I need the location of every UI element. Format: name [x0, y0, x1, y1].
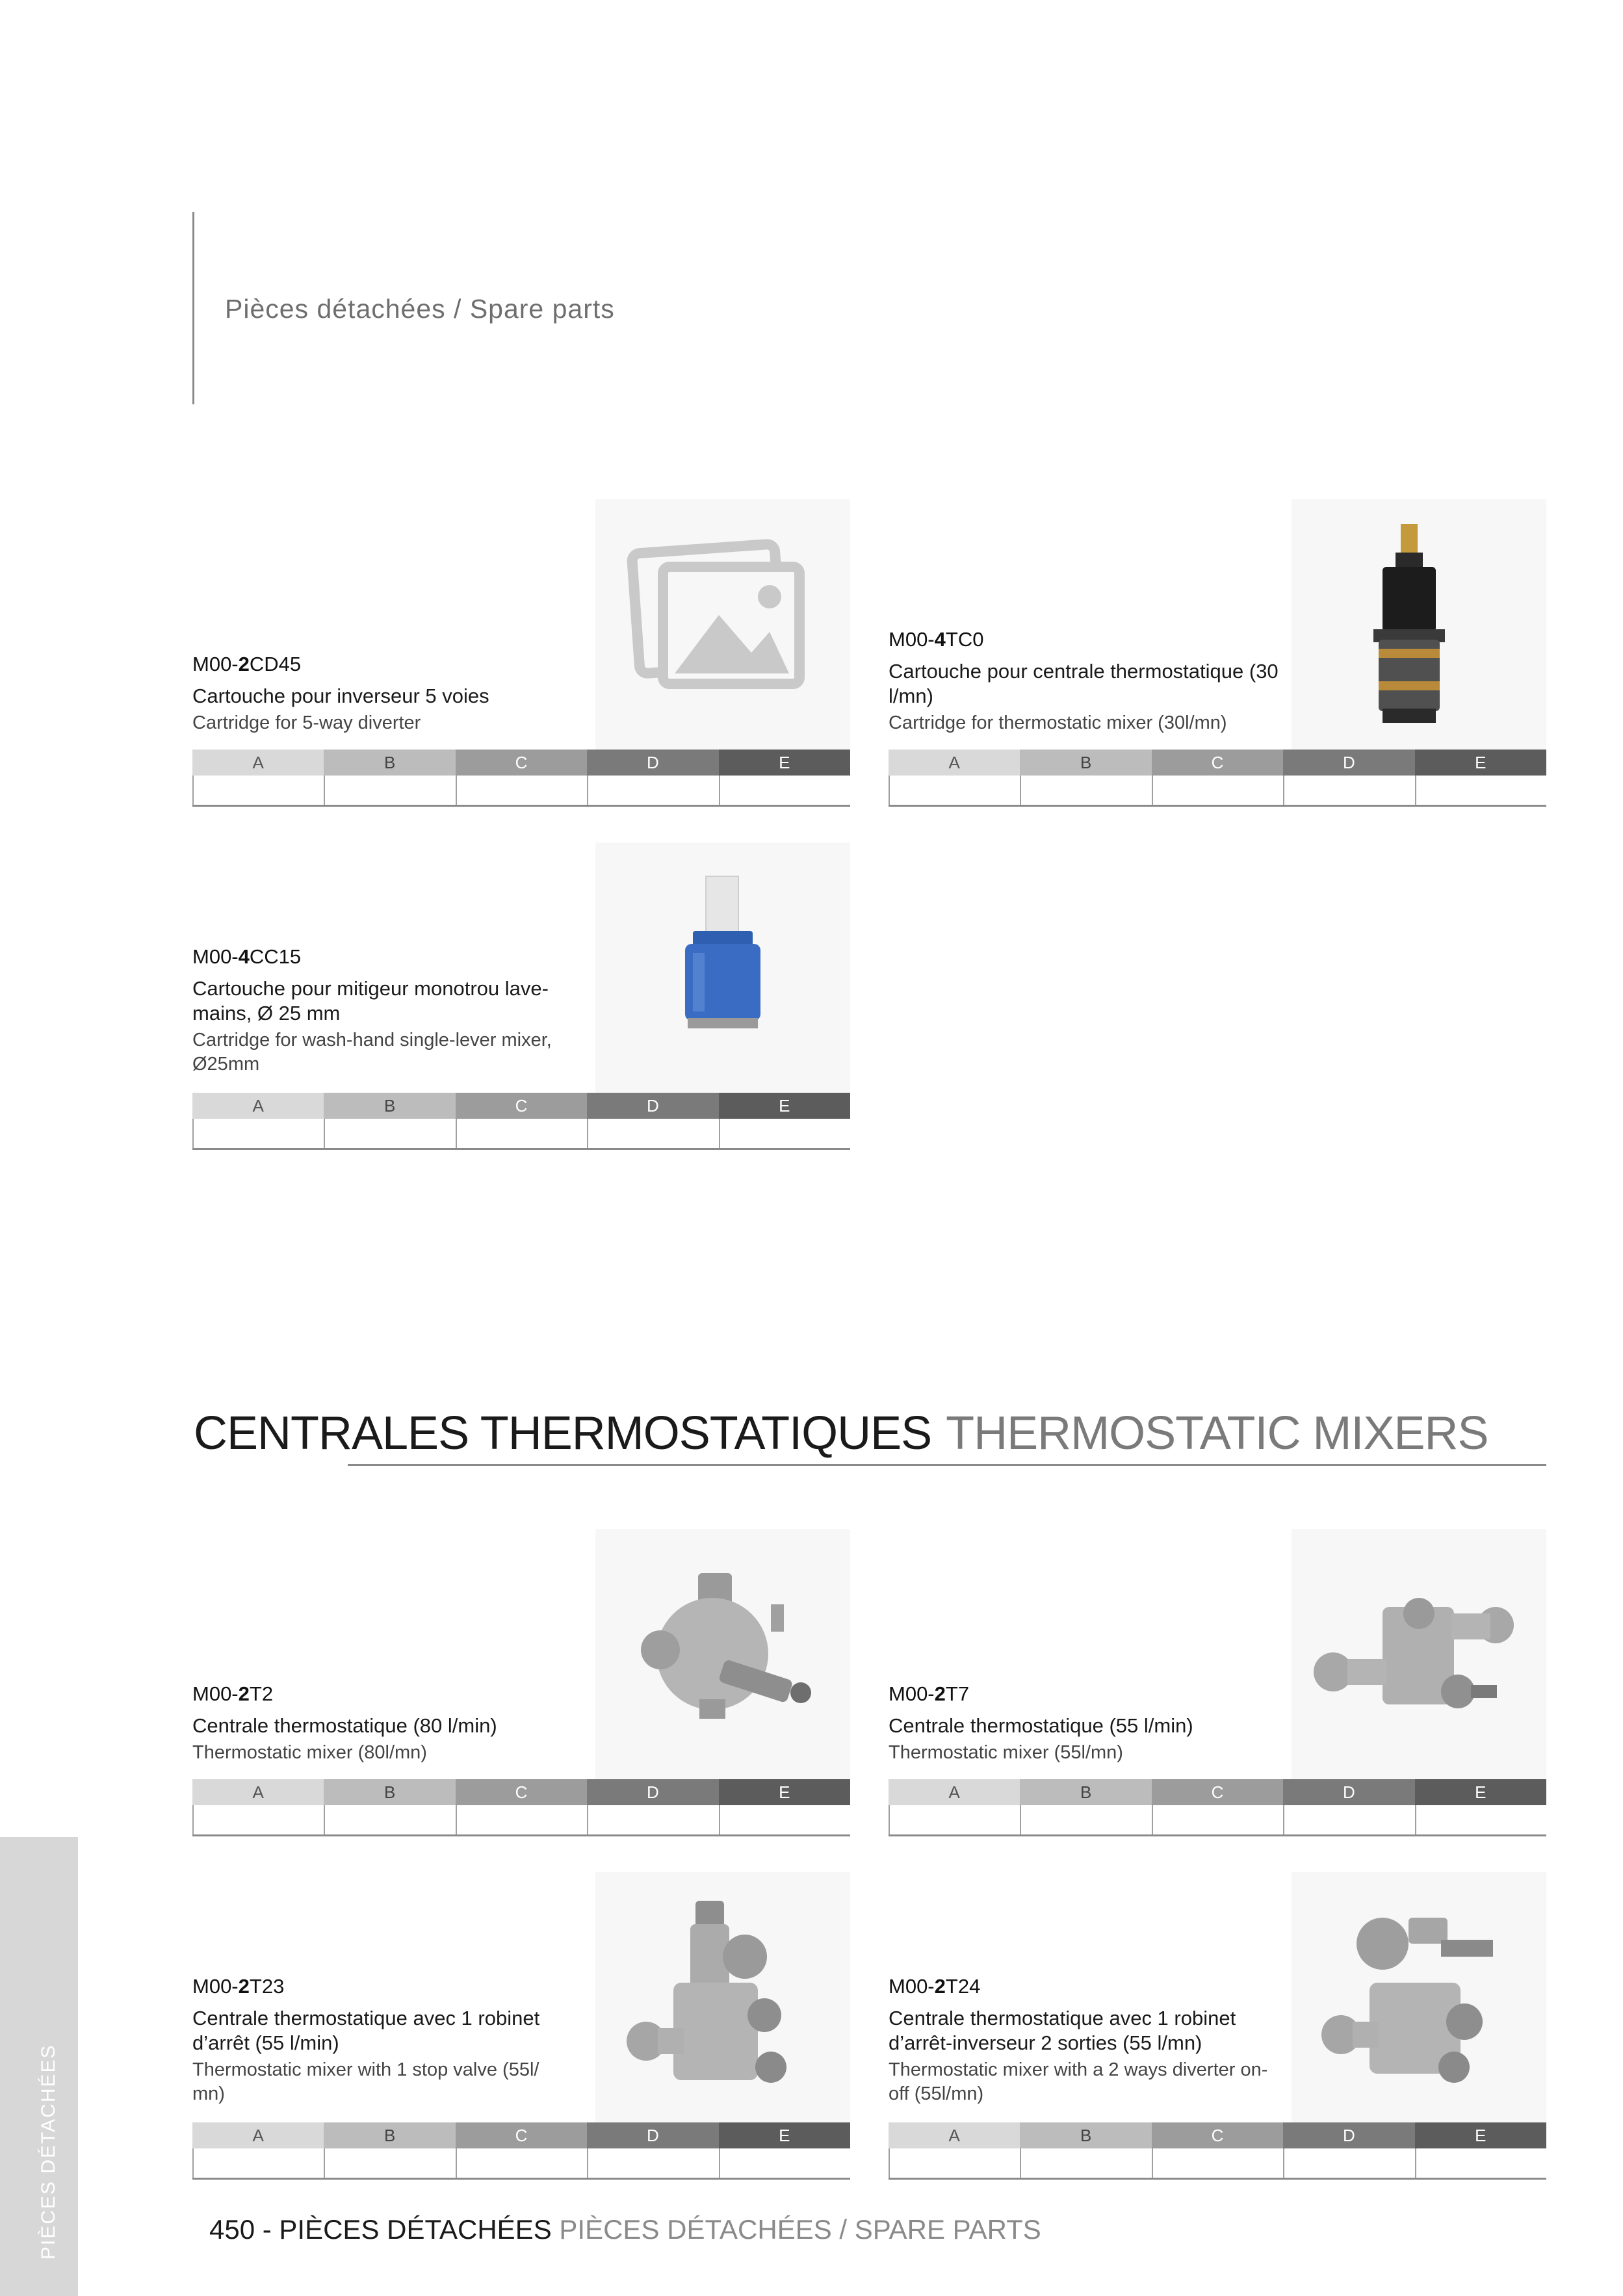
- product-image: [595, 499, 850, 750]
- dimension-grid: [192, 1093, 850, 1150]
- grid-header-d: D: [587, 2122, 718, 2148]
- product-image: [1292, 499, 1546, 750]
- grid-header-a: A: [192, 1779, 324, 1805]
- thermostatic-cartridge-icon: [1292, 499, 1546, 750]
- dimension-grid: [889, 2122, 1546, 2180]
- product-description-en: Cartridge for 5-way diverter: [192, 712, 421, 733]
- grid-header-e: E: [1415, 2122, 1546, 2148]
- page-header-title: Pièces détachées / Spare parts: [225, 294, 615, 324]
- footer-subtitle: PIÈCES DÉTACHÉES / SPARE PARTS: [559, 2214, 1041, 2245]
- product-text: [192, 651, 595, 735]
- product-description-fr: Centrale thermostatique avec 1 robinet d’arrêt (55 l/min): [192, 2007, 540, 2054]
- grid-header-c: C: [456, 1093, 587, 1119]
- section-title: CENTRALES THERMOSTATIQUES THERMOSTATIC MIXERS: [194, 1407, 1488, 1459]
- grid-header-d: D: [1283, 1779, 1414, 1805]
- grid-header-e: E: [1415, 1779, 1546, 1805]
- grid-value-row: [889, 1805, 1546, 1836]
- product-description-fr: Centrale thermostatique (80 l/min): [192, 1714, 497, 1737]
- product-text: [889, 1974, 1292, 2106]
- grid-header-c: C: [1152, 2122, 1283, 2148]
- dimension-grid: [192, 750, 850, 807]
- grid-header-d: D: [587, 750, 718, 776]
- grid-header-d: D: [1283, 2122, 1414, 2148]
- grid-header-e: E: [719, 2122, 850, 2148]
- side-tab: [0, 1837, 78, 2296]
- grid-header-b: B: [324, 2122, 455, 2148]
- product-card: [889, 1872, 1546, 2184]
- grid-header-e: E: [1415, 750, 1546, 776]
- grid-header-e: E: [719, 1093, 850, 1119]
- grid-header-e: E: [719, 1779, 850, 1805]
- product-text: [192, 944, 595, 1076]
- grid-header-b: B: [324, 1779, 455, 1805]
- product-text: [889, 627, 1292, 735]
- product-image: [595, 1872, 850, 2122]
- grid-header-b: B: [1020, 2122, 1151, 2148]
- grid-header-e: E: [719, 750, 850, 776]
- product-image: [595, 842, 850, 1093]
- product-text: [889, 1681, 1292, 1765]
- product-code: M00-4CC15: [192, 945, 302, 968]
- product-description-fr: Cartouche pour mitigeur monotrou lave-mains, Ø 25 mm: [192, 977, 549, 1024]
- grid-header-a: A: [889, 750, 1020, 776]
- product-image: [595, 1529, 850, 1779]
- grid-header-a: A: [192, 750, 324, 776]
- thermostatic-mixer-icon: [1292, 1529, 1546, 1779]
- grid-header-d: D: [587, 1093, 718, 1119]
- product-card: [889, 499, 1546, 811]
- product-description-en: Thermostatic mixer (55l/mn): [889, 1742, 1123, 1763]
- grid-value-row: [889, 2148, 1546, 2180]
- grid-header-a: A: [889, 1779, 1020, 1805]
- product-text: [192, 1974, 595, 2106]
- product-description-en: Thermostatic mixer with 1 stop valve (55l/ mn): [192, 2059, 539, 2104]
- product-description-fr: Cartouche pour centrale thermostatique (30 l/mn): [889, 660, 1279, 707]
- product-text: [192, 1681, 595, 1765]
- grid-header-a: A: [192, 2122, 324, 2148]
- grid-header-a: A: [192, 1093, 324, 1119]
- grid-value-row: [192, 776, 850, 807]
- product-code: M00-2T7: [889, 1682, 970, 1705]
- grid-header-b: B: [1020, 1779, 1151, 1805]
- dimension-grid: [192, 1779, 850, 1836]
- side-tab-label: PIÈCES DÉTACHÉES: [38, 2044, 59, 2260]
- product-image: [1292, 1872, 1546, 2122]
- section-rule: [348, 1464, 1546, 1466]
- thermostatic-mixer-icon: [595, 1529, 850, 1779]
- product-description-fr: Centrale thermostatique (55 l/min): [889, 1714, 1193, 1737]
- page-footer: [209, 2214, 1041, 2245]
- product-code: M00-4TC0: [889, 628, 984, 651]
- footer-page: 450 - PIÈCES DÉTACHÉES: [209, 2214, 552, 2245]
- grid-header-d: D: [587, 1779, 718, 1805]
- product-description-en: Thermostatic mixer (80l/mn): [192, 1742, 427, 1763]
- product-description-fr: Centrale thermostatique avec 1 robinet d’arrêt-inverseur 2 sorties (55 l/mn): [889, 2007, 1236, 2054]
- grid-header-c: C: [1152, 1779, 1283, 1805]
- grid-header-b: B: [324, 750, 455, 776]
- mixer-with-diverter-icon: [1292, 1872, 1546, 2122]
- grid-header-b: B: [1020, 750, 1151, 776]
- product-description-en: Thermostatic mixer with a 2 ways diverter on-off (55l/mn): [889, 2059, 1268, 2104]
- product-card: [192, 1872, 850, 2184]
- grid-value-row: [889, 776, 1546, 807]
- product-code: M00-2T23: [192, 1975, 285, 1998]
- product-code: M00-2CD45: [192, 653, 302, 675]
- product-code: M00-2T2: [192, 1682, 274, 1705]
- blue-cartridge-icon: [595, 842, 850, 1093]
- product-description-fr: Cartouche pour inverseur 5 voies: [192, 685, 489, 707]
- grid-header-d: D: [1283, 750, 1414, 776]
- product-card: [192, 842, 850, 1155]
- dimension-grid: [192, 2122, 850, 2180]
- product-description-en: Cartridge for wash-hand single-lever mixer, Ø25mm: [192, 1030, 552, 1075]
- grid-header-a: A: [889, 2122, 1020, 2148]
- grid-header-c: C: [1152, 750, 1283, 776]
- mixer-with-stop-valve-icon: [595, 1872, 850, 2122]
- grid-value-row: [192, 1805, 850, 1836]
- placeholder-image-icon: [595, 499, 850, 750]
- product-image: [1292, 1529, 1546, 1779]
- product-card: [889, 1529, 1546, 1841]
- dimension-grid: [889, 750, 1546, 807]
- grid-header-c: C: [456, 2122, 587, 2148]
- grid-header-c: C: [456, 750, 587, 776]
- grid-header-b: B: [324, 1093, 455, 1119]
- product-code: M00-2T24: [889, 1975, 981, 1998]
- product-card: [192, 499, 850, 811]
- product-card: [192, 1529, 850, 1841]
- dimension-grid: [889, 1779, 1546, 1836]
- product-description-en: Cartridge for thermostatic mixer (30l/mn): [889, 712, 1227, 733]
- grid-value-row: [192, 1119, 850, 1150]
- grid-value-row: [192, 2148, 850, 2180]
- header-rule: [192, 212, 194, 404]
- grid-header-c: C: [456, 1779, 587, 1805]
